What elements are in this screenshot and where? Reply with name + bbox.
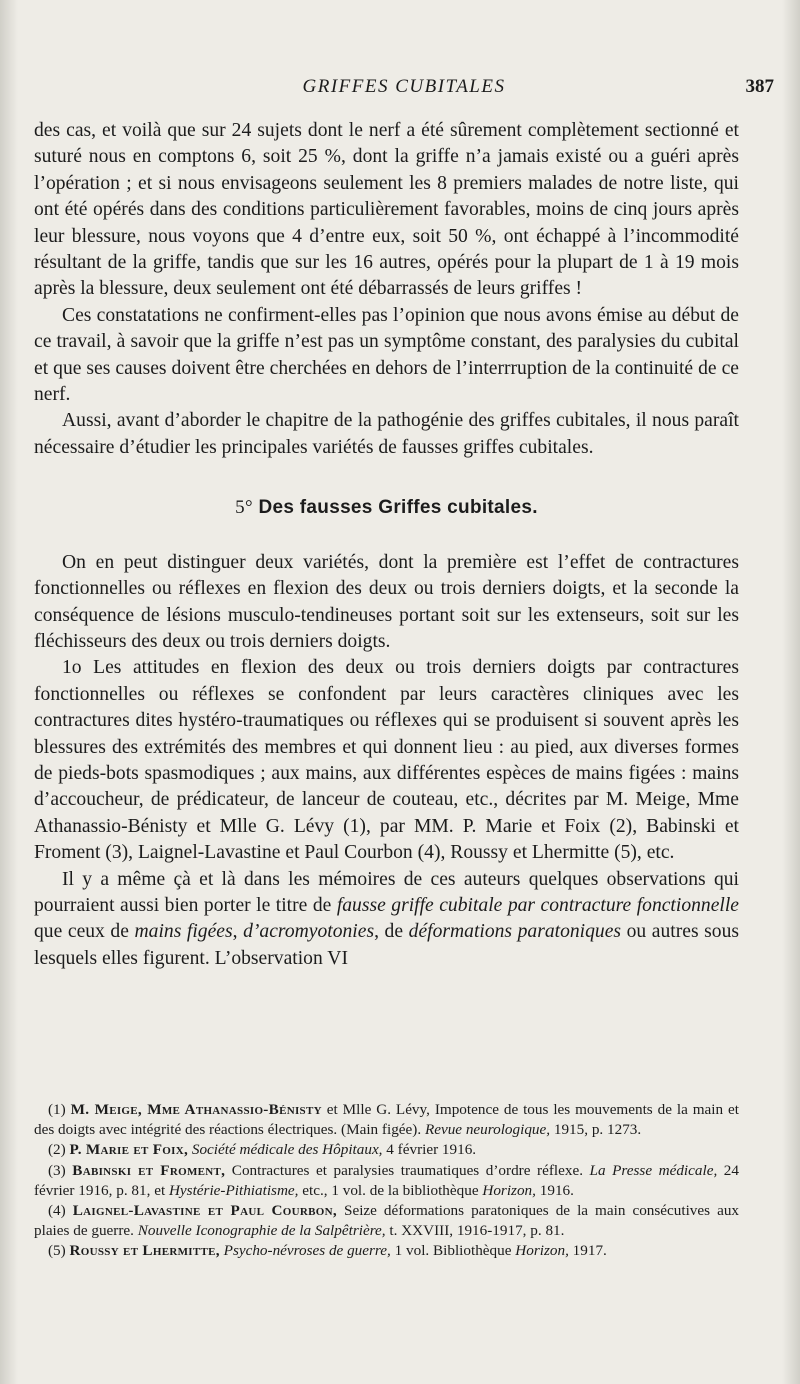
p6-text: , de xyxy=(374,921,409,943)
footnote-ref: 4 février 1916. xyxy=(382,1141,477,1159)
body-text xyxy=(34,118,739,972)
footnote-authors: Babinski et Froment, xyxy=(72,1161,226,1179)
footnote-authors: Roussy et Lhermitte, xyxy=(69,1242,220,1260)
footnote-journal: Psycho-névroses de guerre, xyxy=(219,1242,391,1260)
footnote-journal: Horizon, xyxy=(515,1242,569,1260)
footnote-5 xyxy=(34,1241,739,1261)
footnote-text: etc., 1 vol. de la bibliothèque xyxy=(298,1181,483,1199)
scan-shadow-left xyxy=(0,0,18,1384)
footnote-mark: (1) xyxy=(48,1101,71,1118)
section-title: Des fausses Griffes cubitales. xyxy=(258,497,538,519)
footnote-4 xyxy=(34,1201,739,1241)
p6-italic-2: mains figées xyxy=(134,921,233,943)
running-title: GRIFFES CUBITALES xyxy=(302,76,506,97)
paragraph-5: 1o Les attitudes en flexion des deux ou trois derniers doigts par contractures fonctionnelles ou réflexes se confondent par leurs caractères cliniques avec les contractures dites hystéro-traumatiques ou réflexes qui se produisent si souvent après les blessures des extrémités des membres et qui donnent lieu : au pied, aux diverses formes de pieds-bots spasmodiques ; aux mains, aux différentes espèces de mains figées : mains d’accoucheur, de prédicateur, de lanceur de couteau, etc., décrites par M. Meige, Mme Athanassio-Bénisty et Mlle G. Lévy (1), par MM. P. Marie et Foix (2), Babinski et Froment (3), Laignel-Lavastine et Paul Courbon (4), Roussy et Lhermitte (5), etc. xyxy=(34,657,739,864)
footnote-1 xyxy=(34,1100,739,1140)
footnote-journal: Hystérie-Pithiatisme, xyxy=(168,1181,299,1199)
footnote-journal: La Presse médicale, xyxy=(589,1161,718,1179)
paragraph-1: des cas, et voilà que sur 24 sujets dont le nerf a été sûrement complètement sectionné et suturé nous en comptons 6, soit 25 %, dont la griffe n’a jamais existé ou a guéri après l’opération ; et si nous envisageons seulement les 8 premiers malades de notre liste, qui ont été opérés dans des conditions particulièrement favorables, moins de cinq jours après leur blessure, nous voyons que 4 d’entre eux, soit 50 %, ont échappé à l’incommodité résultant de la griffe, tandis que sur les 16 autres, opérés pour la plupart de 1 à 19 mois après la blessure, deux seulement ont été débarrassés de leurs griffes ! xyxy=(34,120,739,300)
footnote-journal: Nouvelle Iconographie de la Salpêtrière, xyxy=(137,1222,386,1240)
footnotes xyxy=(34,1100,739,1262)
running-head xyxy=(34,76,774,104)
footnote-journal: Revue neurologique, xyxy=(424,1121,551,1139)
footnote-2 xyxy=(34,1140,739,1160)
footnote-journal: Horizon, xyxy=(482,1181,536,1199)
footnote-mark: (5) xyxy=(48,1242,70,1260)
paragraph-6 xyxy=(34,867,739,973)
footnote-text: Contractures et paralysies traumatiques d’ordre réflexe. xyxy=(225,1161,590,1179)
section-heading xyxy=(34,495,739,521)
footnote-text: Seize déformations paratoniques de la main consécutives aux plaies de guerre. xyxy=(34,1202,740,1240)
footnote-mark: (3) xyxy=(48,1161,73,1179)
paragraph-2: Ces constatations ne confirment-elles pas l’opinion que nous avons émise au début de ce travail, à savoir que la griffe n’est pas un symptôme constant, des paralysies du cubital et que ses causes doivent être cherchées en dehors de l’interrruption de la continuité de ce nerf. xyxy=(34,304,739,406)
p6-text: Il y a même çà et là dans les mémoires de ces auteurs quelques observations qui pourraient aussi bien porter le titre de xyxy=(34,868,739,916)
footnote-ref: 1917. xyxy=(568,1242,607,1260)
footnote-text: 1 vol. Bibliothèque xyxy=(390,1242,516,1260)
footnote-ref: 1915, p. 1273. xyxy=(550,1121,642,1139)
p6-italic-1: fausse griffe cubitale par contracture fonctionnelle xyxy=(336,894,739,916)
p6-text: que ceux de xyxy=(34,921,135,943)
footnote-journal: Société médicale des Hôpitaux, xyxy=(188,1141,383,1159)
footnote-ref: 1916. xyxy=(535,1181,574,1199)
paragraph-3: Aussi, avant d’aborder le chapitre de la pathogénie des griffes cubitales, il nous paraît nécessaire d’étudier les principales variétés de fausses griffes cubitales. xyxy=(34,410,739,458)
p6-text: , xyxy=(232,921,244,943)
footnote-authors: M. Meige, Mme Athanassio-Bénisty xyxy=(70,1101,322,1118)
footnote-authors: Laignel-Lavastine et Paul Courbon, xyxy=(72,1202,337,1220)
p6-italic-3: d’acromyotonies xyxy=(243,921,375,943)
scan-shadow-right xyxy=(782,0,800,1384)
section-number: 5° xyxy=(235,497,253,519)
p6-text: ou autres sous lesquels elles figurent. L’observation VI xyxy=(34,921,740,969)
footnote-text: et Mlle G. Lévy, Impotence de tous les mouvements de la main et des doigts avec intégrité des réactions électriques. (Main figée). xyxy=(34,1101,739,1139)
footnote-authors: P. Marie et Foix, xyxy=(69,1141,189,1159)
paragraph-4: On en peut distinguer deux variétés, dont la première est l’effet de contractures fonctionnelles ou réflexes en flexion des deux ou trois derniers doigts, et la seconde la conséquence de lésions musculo-tendineuses portant soit sur les extenseurs, soit sur les fléchisseurs des deux ou trois derniers doigts. xyxy=(34,551,739,652)
footnote-ref: t. XXVIII, 1916-1917, p. 81. xyxy=(385,1222,565,1240)
page-number: 387 xyxy=(745,76,774,97)
footnote-text: 24 février 1916, p. 81, et xyxy=(34,1161,739,1199)
footnote-mark: (4) xyxy=(48,1202,73,1220)
p6-italic-4: déformations paratoniques xyxy=(408,921,622,943)
footnote-3 xyxy=(34,1161,739,1201)
footnote-mark: (2) xyxy=(48,1141,70,1159)
